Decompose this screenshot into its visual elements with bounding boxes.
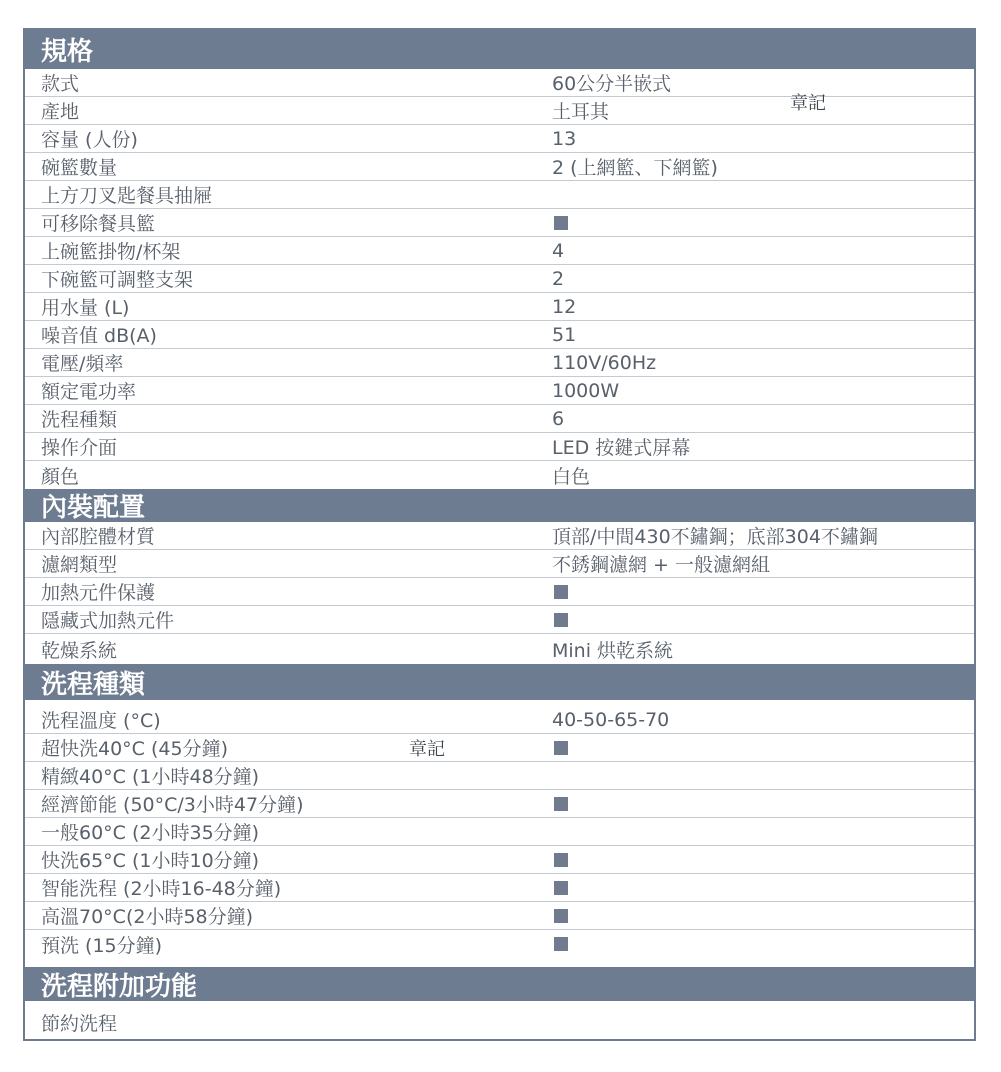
row-label: 上方刀叉匙餐具抽屜 [41,185,213,207]
table-row [25,321,974,349]
check-square-icon [554,216,568,230]
section-title: 內裝配置 [41,493,146,523]
section-title: 規格 [41,37,94,67]
check-square-icon [554,937,568,951]
section-header-specs [25,30,974,69]
row-label: 經濟節能 (50°C/3小時47分鐘) [41,794,304,816]
row-value: LED 按鍵式屏幕 [552,437,691,459]
section-title: 洗程種類 [41,669,146,700]
section-header-interior [25,489,974,522]
table-row [25,578,974,606]
row-value: 13 [552,127,577,150]
table-row [25,377,974,405]
table-row [25,237,974,265]
row-value: 51 [552,323,577,346]
table-row [25,818,974,846]
table-row [25,153,974,181]
row-label: 快洗65°C (1小時10分鐘) [41,850,260,872]
row-label: 款式 [41,73,80,95]
row-value: 1000W [552,379,620,402]
row-label: 可移除餐具籃 [41,213,156,235]
row-value: 2 (上網籃、下網籃) [552,157,718,179]
row-label: 洗程溫度 (°C) [41,710,161,732]
table-row [25,846,974,874]
table-row [25,293,974,321]
table-row [25,634,974,664]
table-row [25,1005,974,1039]
table-row [25,461,974,489]
row-label: 智能洗程 (2小時16-48分鐘) [41,878,282,900]
row-label: 用水量 (L) [41,297,130,319]
table-row [25,209,974,237]
row-value: Mini 烘乾系統 [552,639,674,662]
row-label: 精緻40°C (1小時48分鐘) [41,766,260,788]
check-square-icon [554,797,568,811]
table-row [25,790,974,818]
row-label: 節約洗程 [41,1012,118,1035]
table-row [25,606,974,634]
check-square-icon [554,585,568,599]
check-square-icon [554,741,568,755]
section-title: 洗程附加功能 [41,971,198,1002]
check-square-icon [554,881,568,895]
check-square-icon [554,909,568,923]
table-row [25,874,974,902]
row-value: 110V/60Hz [552,351,657,374]
table-row [25,69,974,97]
row-label: 乾燥系統 [41,639,118,662]
row-label: 預洗 (15分鐘) [41,934,163,957]
row-value: 12 [552,295,577,318]
table-row [25,550,974,578]
row-label: 產地 [41,101,80,123]
table-row [25,706,974,734]
row-label: 一般60°C (2小時35分鐘) [41,822,260,844]
section-header-programs [25,664,974,700]
row-label: 上碗籃掛物/杯架 [41,241,181,263]
row-value: 2 [552,267,565,290]
table-row [25,930,974,958]
row-value: 6 [552,407,565,430]
check-square-icon [554,853,568,867]
row-label: 濾網類型 [41,554,118,576]
row-value: 60公分半嵌式 [552,73,672,95]
row-label: 超快洗40°C (45分鐘) [41,738,228,760]
row-label: 顏色 [41,465,80,488]
row-value: 白色 [552,465,591,488]
row-label: 下碗籃可調整支架 [41,269,194,291]
row-value: 不銹鋼濾網 + 一般濾網組 [552,554,770,576]
stamp-mark: 章記 [409,739,445,760]
table-row [25,522,974,550]
table-row [25,181,974,209]
table-row [25,265,974,293]
row-value: 4 [552,239,565,262]
row-value: 土耳其 [552,101,610,123]
table-row [25,762,974,790]
table-row [25,902,974,930]
section-header-extra-functions [25,967,974,1001]
table-row [25,125,974,153]
row-label: 高溫70°C(2小時58分鐘) [41,906,254,928]
row-label: 加熱元件保護 [41,582,156,604]
row-label: 洗程種類 [41,409,118,431]
table-row [25,405,974,433]
table-row [25,349,974,377]
table-row [25,734,974,762]
row-label: 操作介面 [41,437,118,459]
spec-sheet [23,28,976,1041]
row-label: 額定電功率 [41,381,137,403]
row-label: 容量 (人份) [41,129,138,151]
row-value: 40-50-65-70 [552,708,670,731]
row-label: 內部腔體材質 [41,526,156,548]
row-label: 噪音值 dB(A) [41,325,157,347]
check-square-icon [554,613,568,627]
row-label: 電壓/頻率 [41,353,124,375]
table-row [25,433,974,461]
row-label: 碗籃數量 [41,157,118,179]
row-value: 頂部/中間430不鏽鋼；底部304不鏽鋼 [552,526,878,548]
stamp-mark: 章記 [790,93,826,114]
table-row [25,97,974,125]
row-label: 隱藏式加熱元件 [41,610,175,632]
